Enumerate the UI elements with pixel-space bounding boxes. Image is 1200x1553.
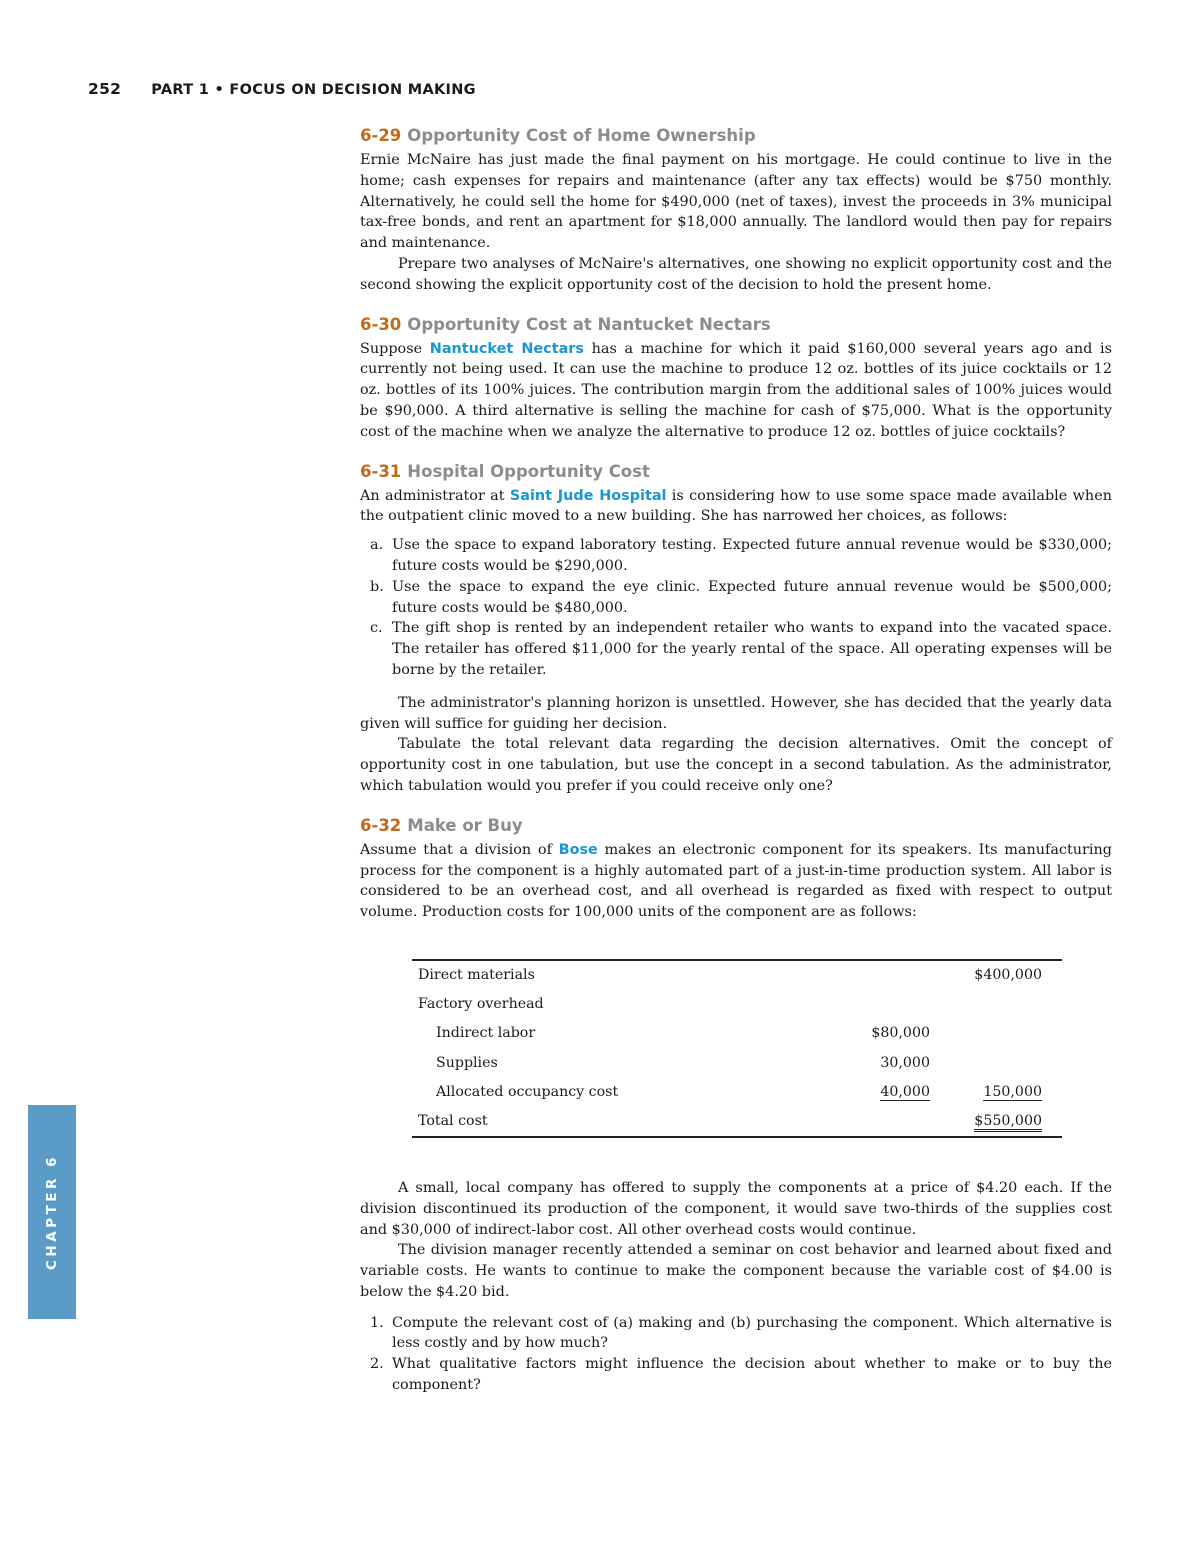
table-row (412, 989, 1062, 1019)
list-item-text: Use the space to expand laboratory testing. Expected future annual revenue would be $330,000; future costs would be $290,000. (392, 537, 1112, 574)
problem-title-text: Opportunity Cost of Home Ownership (407, 126, 756, 145)
list-item (360, 1354, 1112, 1396)
row-label: Supplies (436, 1054, 498, 1071)
row-amount: 40,000 (880, 1084, 930, 1101)
problem-title-text: Opportunity Cost at Nantucket Nectars (407, 314, 771, 334)
company-name-link[interactable]: Saint Jude Hospital (509, 487, 667, 504)
table-row (412, 1048, 1062, 1078)
problem-title-text: Make or Buy (407, 815, 523, 835)
company-name-link[interactable]: Nantucket Nectars (429, 340, 584, 357)
list-marker: b. (370, 578, 384, 595)
running-head (88, 80, 476, 98)
problem-paragraph: The division manager recently attended a seminar on cost behavior and learned about fixed and variable costs. He wants to continue to make the component because the variable cost of $4.00 is below the $4.20 bid. (360, 1242, 1112, 1300)
problem-paragraph (360, 840, 1112, 923)
row-total: 150,000 (983, 1084, 1042, 1101)
problem-number: 6-32 (360, 815, 402, 835)
paragraph-text: has a machine for which it paid $160,000 several years ago and is currently not being used. It can use the machine to produce 12 oz. bottles of its juice cocktails or 12 oz. bottles of its 100% juices. The contribution margin from the additional sales of 100% juices would be $90,000. A third alternative is selling the machine for cash of $75,000. What is the opportunity cost of the machine when we analyze the alternative to produce 12 oz. bottles of juice cocktails? (360, 340, 1112, 440)
list-marker: 1. (370, 1314, 384, 1331)
page-number: 252 (88, 80, 122, 98)
problem-paragraph (360, 486, 1112, 528)
list-item-text: Use the space to expand the eye clinic. Expected future annual revenue would be $500,000; future costs would be $480,000. (392, 578, 1112, 616)
problem-instruction: Tabulate the total relevant data regarding the decision alternatives. Omit the concept of opportunity cost in one tabulation, but use the concept in a second tabulation. As the administrator, which tabulation would you prefer if you could receive only one? (360, 736, 1112, 794)
questions-list (360, 1313, 1112, 1396)
list-item-text: What qualitative factors might influence the decision about whether to make or to buy the component? (392, 1356, 1112, 1394)
row-total: $400,000 (974, 966, 1042, 983)
paragraph-lead: Suppose (360, 340, 430, 357)
problem-title (360, 125, 1112, 147)
list-marker: 2. (370, 1356, 384, 1373)
problem-6-31 (360, 461, 1112, 797)
paragraph-lead: Assume that a division of (360, 841, 559, 858)
list-item (360, 1313, 1112, 1355)
options-list (360, 535, 1112, 681)
problem-paragraph (360, 339, 1112, 443)
chapter-label: CHAPTER 6 (44, 1154, 60, 1270)
problem-title (360, 314, 1112, 336)
problem-paragraph: The administrator's planning horizon is unsettled. However, she has decided that the yearly data given will suffice for guiding her decision. (360, 694, 1112, 732)
row-label: Total cost (418, 1113, 488, 1130)
table-row (412, 1107, 1062, 1137)
problem-paragraph: A small, local company has offered to supply the components at a price of $4.20 each. If the division discontinued its production of the component, it would save two-thirds of the supplies cost and $30,000 of indirect-labor cost. All other overhead costs would continue. (360, 1179, 1112, 1238)
problem-number: 6-29 (360, 126, 402, 145)
problem-number: 6-31 (360, 461, 402, 481)
problem-title (360, 815, 1112, 837)
chapter-side-tab (28, 1105, 76, 1319)
problem-6-30 (360, 314, 1112, 443)
list-item (360, 535, 1112, 577)
paragraph-text: is considering how to use some space made available when the outpatient clinic moved to a new building. She has narrowed her choices, as follows: (360, 487, 1112, 525)
problem-6-32 (360, 815, 1112, 1396)
row-label: Allocated occupancy cost (436, 1084, 619, 1101)
problem-number: 6-30 (360, 314, 402, 334)
row-label: Indirect labor (436, 1025, 536, 1042)
row-label: Direct materials (418, 966, 535, 983)
problem-paragraph: Ernie McNaire has just made the final payment on his mortgage. He could continue to live in the home; cash expenses for repairs and maintenance (after any tax effects) would be $750 monthly. Alternatively, he could sell the home for $490,000 (net of taxes), invest the proceeds in 3% municipal tax-free bonds, and rent an apartment for $18,000 annually. The landlord would then pay for repairs and maintenance. (360, 152, 1112, 252)
production-cost-table (412, 959, 1062, 1138)
list-marker: a. (370, 537, 384, 554)
problem-title (360, 461, 1112, 483)
part-title: PART 1 • FOCUS ON DECISION MAKING (151, 82, 476, 98)
paragraph-text: makes an electronic component for its speakers. Its manufacturing process for the component is a highly automated part of a just-in-time production system. All labor is considered to be an overhead cost, and all overhead is regarded as fixed with respect to output volume. Production costs for 100,000 units of the component are as follows: (360, 841, 1112, 921)
table-row (412, 960, 1062, 990)
list-item (360, 618, 1112, 680)
list-item (360, 577, 1112, 619)
problem-instruction: Prepare two analyses of McNaire's alternatives, one showing no explicit opportunity cost and the second showing the explicit opportunity cost of the decision to hold the present home. (360, 255, 1112, 293)
paragraph-lead: An administrator at (360, 487, 510, 504)
list-item-text: The gift shop is rented by an independent retailer who wants to expand into the vacated space. The retailer has offered $11,000 for the yearly rental of the space. All operating expenses will be borne by the retailer. (392, 620, 1112, 678)
row-total: $550,000 (974, 1114, 1042, 1132)
table-row (412, 1019, 1062, 1049)
problem-title-text: Hospital Opportunity Cost (407, 461, 650, 481)
list-item-text: Compute the relevant cost of (a) making and (b) purchasing the component. Which alternative is less costly and by how much? (392, 1314, 1112, 1352)
row-amount: $80,000 (871, 1025, 930, 1042)
row-amount: 30,000 (880, 1054, 930, 1071)
table-row (412, 1078, 1062, 1108)
company-name-link[interactable]: Bose (558, 841, 598, 858)
problem-6-29 (360, 125, 1112, 296)
list-marker: c. (370, 620, 383, 637)
row-label: Factory overhead (418, 995, 544, 1012)
page-content (360, 125, 1112, 1396)
